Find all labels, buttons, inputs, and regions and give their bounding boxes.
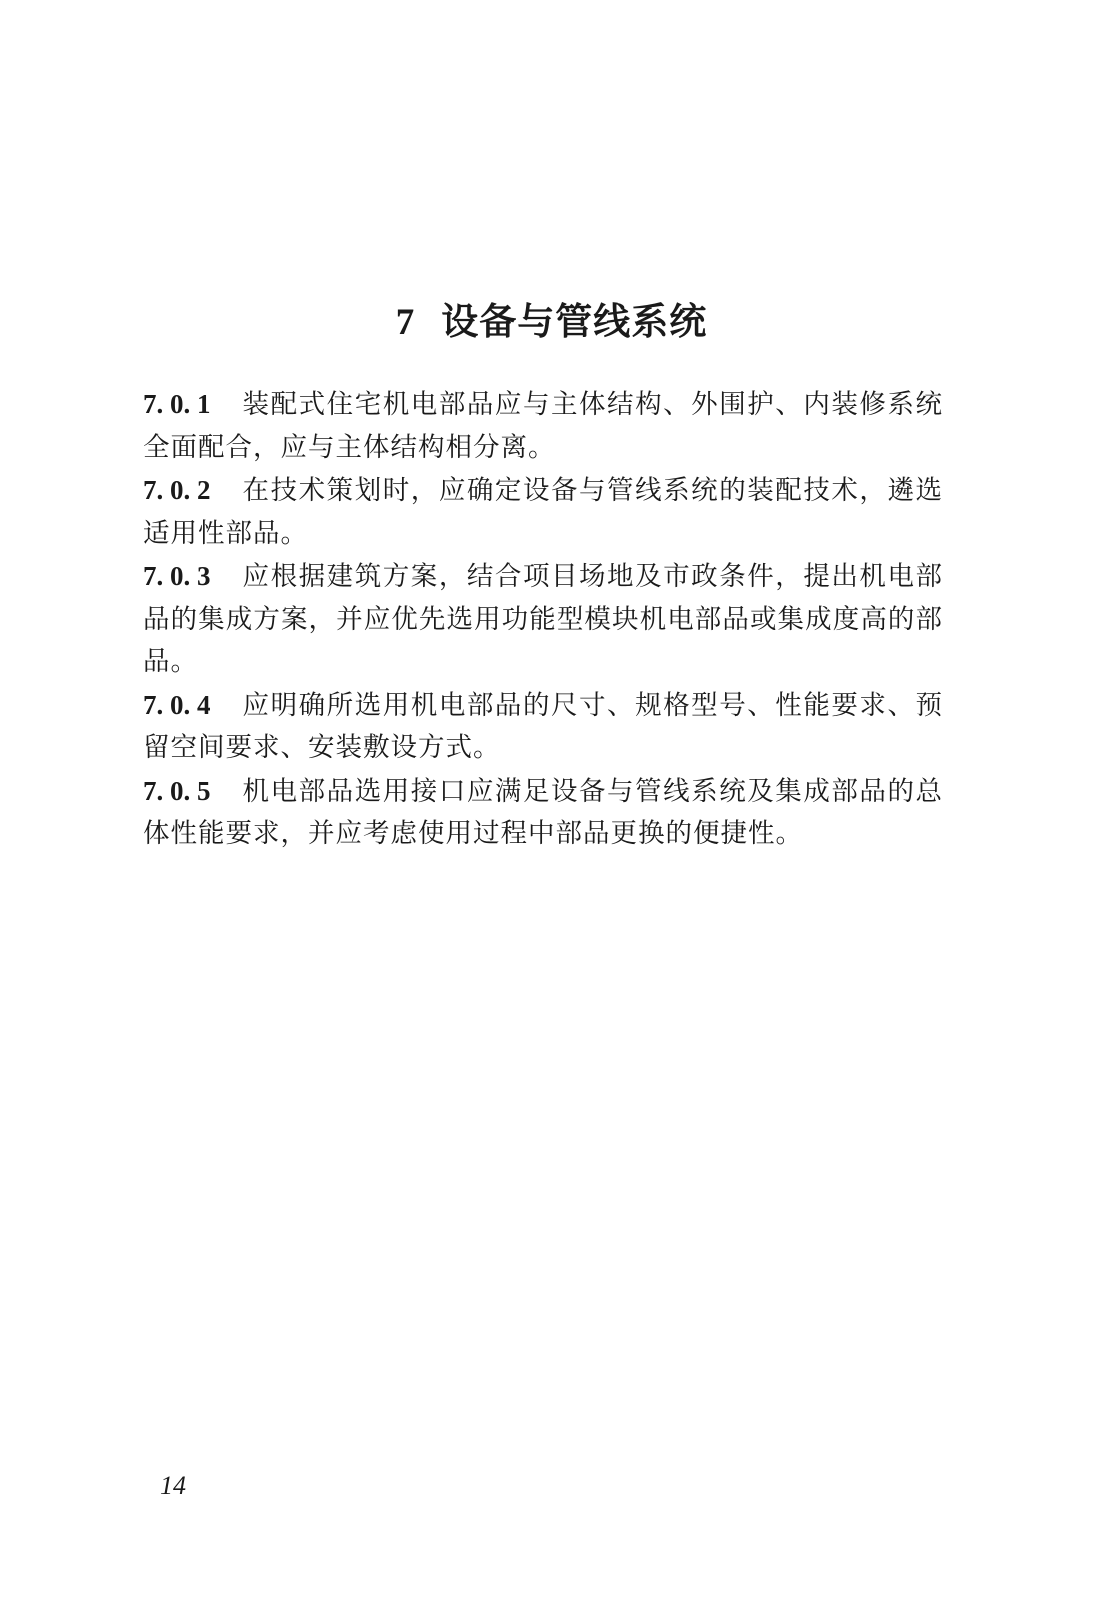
clause-text: 机电部品选用接口应满足设备与管线系统及集成部品的总体性能要求，并应考虑使用过程中部品更换的便捷性。	[143, 775, 943, 849]
page-number: 14	[160, 1471, 186, 1500]
clause-text: 在技术策划时，应确定设备与管线系统的装配技术，遴选适用性部品。	[143, 475, 943, 549]
clause-7-0-4	[143, 684, 943, 770]
clause-text: 应明确所选用机电部品的尺寸、规格型号、性能要求、预留空间要求、安装敷设方式。	[143, 689, 943, 763]
clause-7-0-1	[143, 383, 943, 469]
clause-number: 7. 0. 1	[143, 389, 211, 419]
chapter-number: 7	[395, 301, 416, 343]
clause-number: 7. 0. 2	[143, 475, 211, 505]
clause-number: 7. 0. 5	[143, 775, 211, 806]
clause-number: 7. 0. 3	[143, 561, 211, 591]
clause-text: 应根据建筑方案，结合项目场地及市政条件，提出机电部品的集成方案，并应优先选用功能型模块机电部品或集成度高的部品。	[143, 561, 943, 677]
clause-7-0-3	[143, 555, 943, 684]
chapter-title: 设备与管线系统	[441, 298, 708, 343]
clause-text: 装配式住宅机电部品应与主体结构、外围护、内装修系统全面配合，应与主体结构相分离。	[143, 389, 943, 463]
clause-7-0-2	[143, 469, 943, 555]
clause-list	[143, 383, 943, 856]
clause-7-0-5	[143, 770, 943, 856]
chapter-heading	[0, 295, 1103, 349]
clause-number: 7. 0. 4	[143, 689, 211, 720]
